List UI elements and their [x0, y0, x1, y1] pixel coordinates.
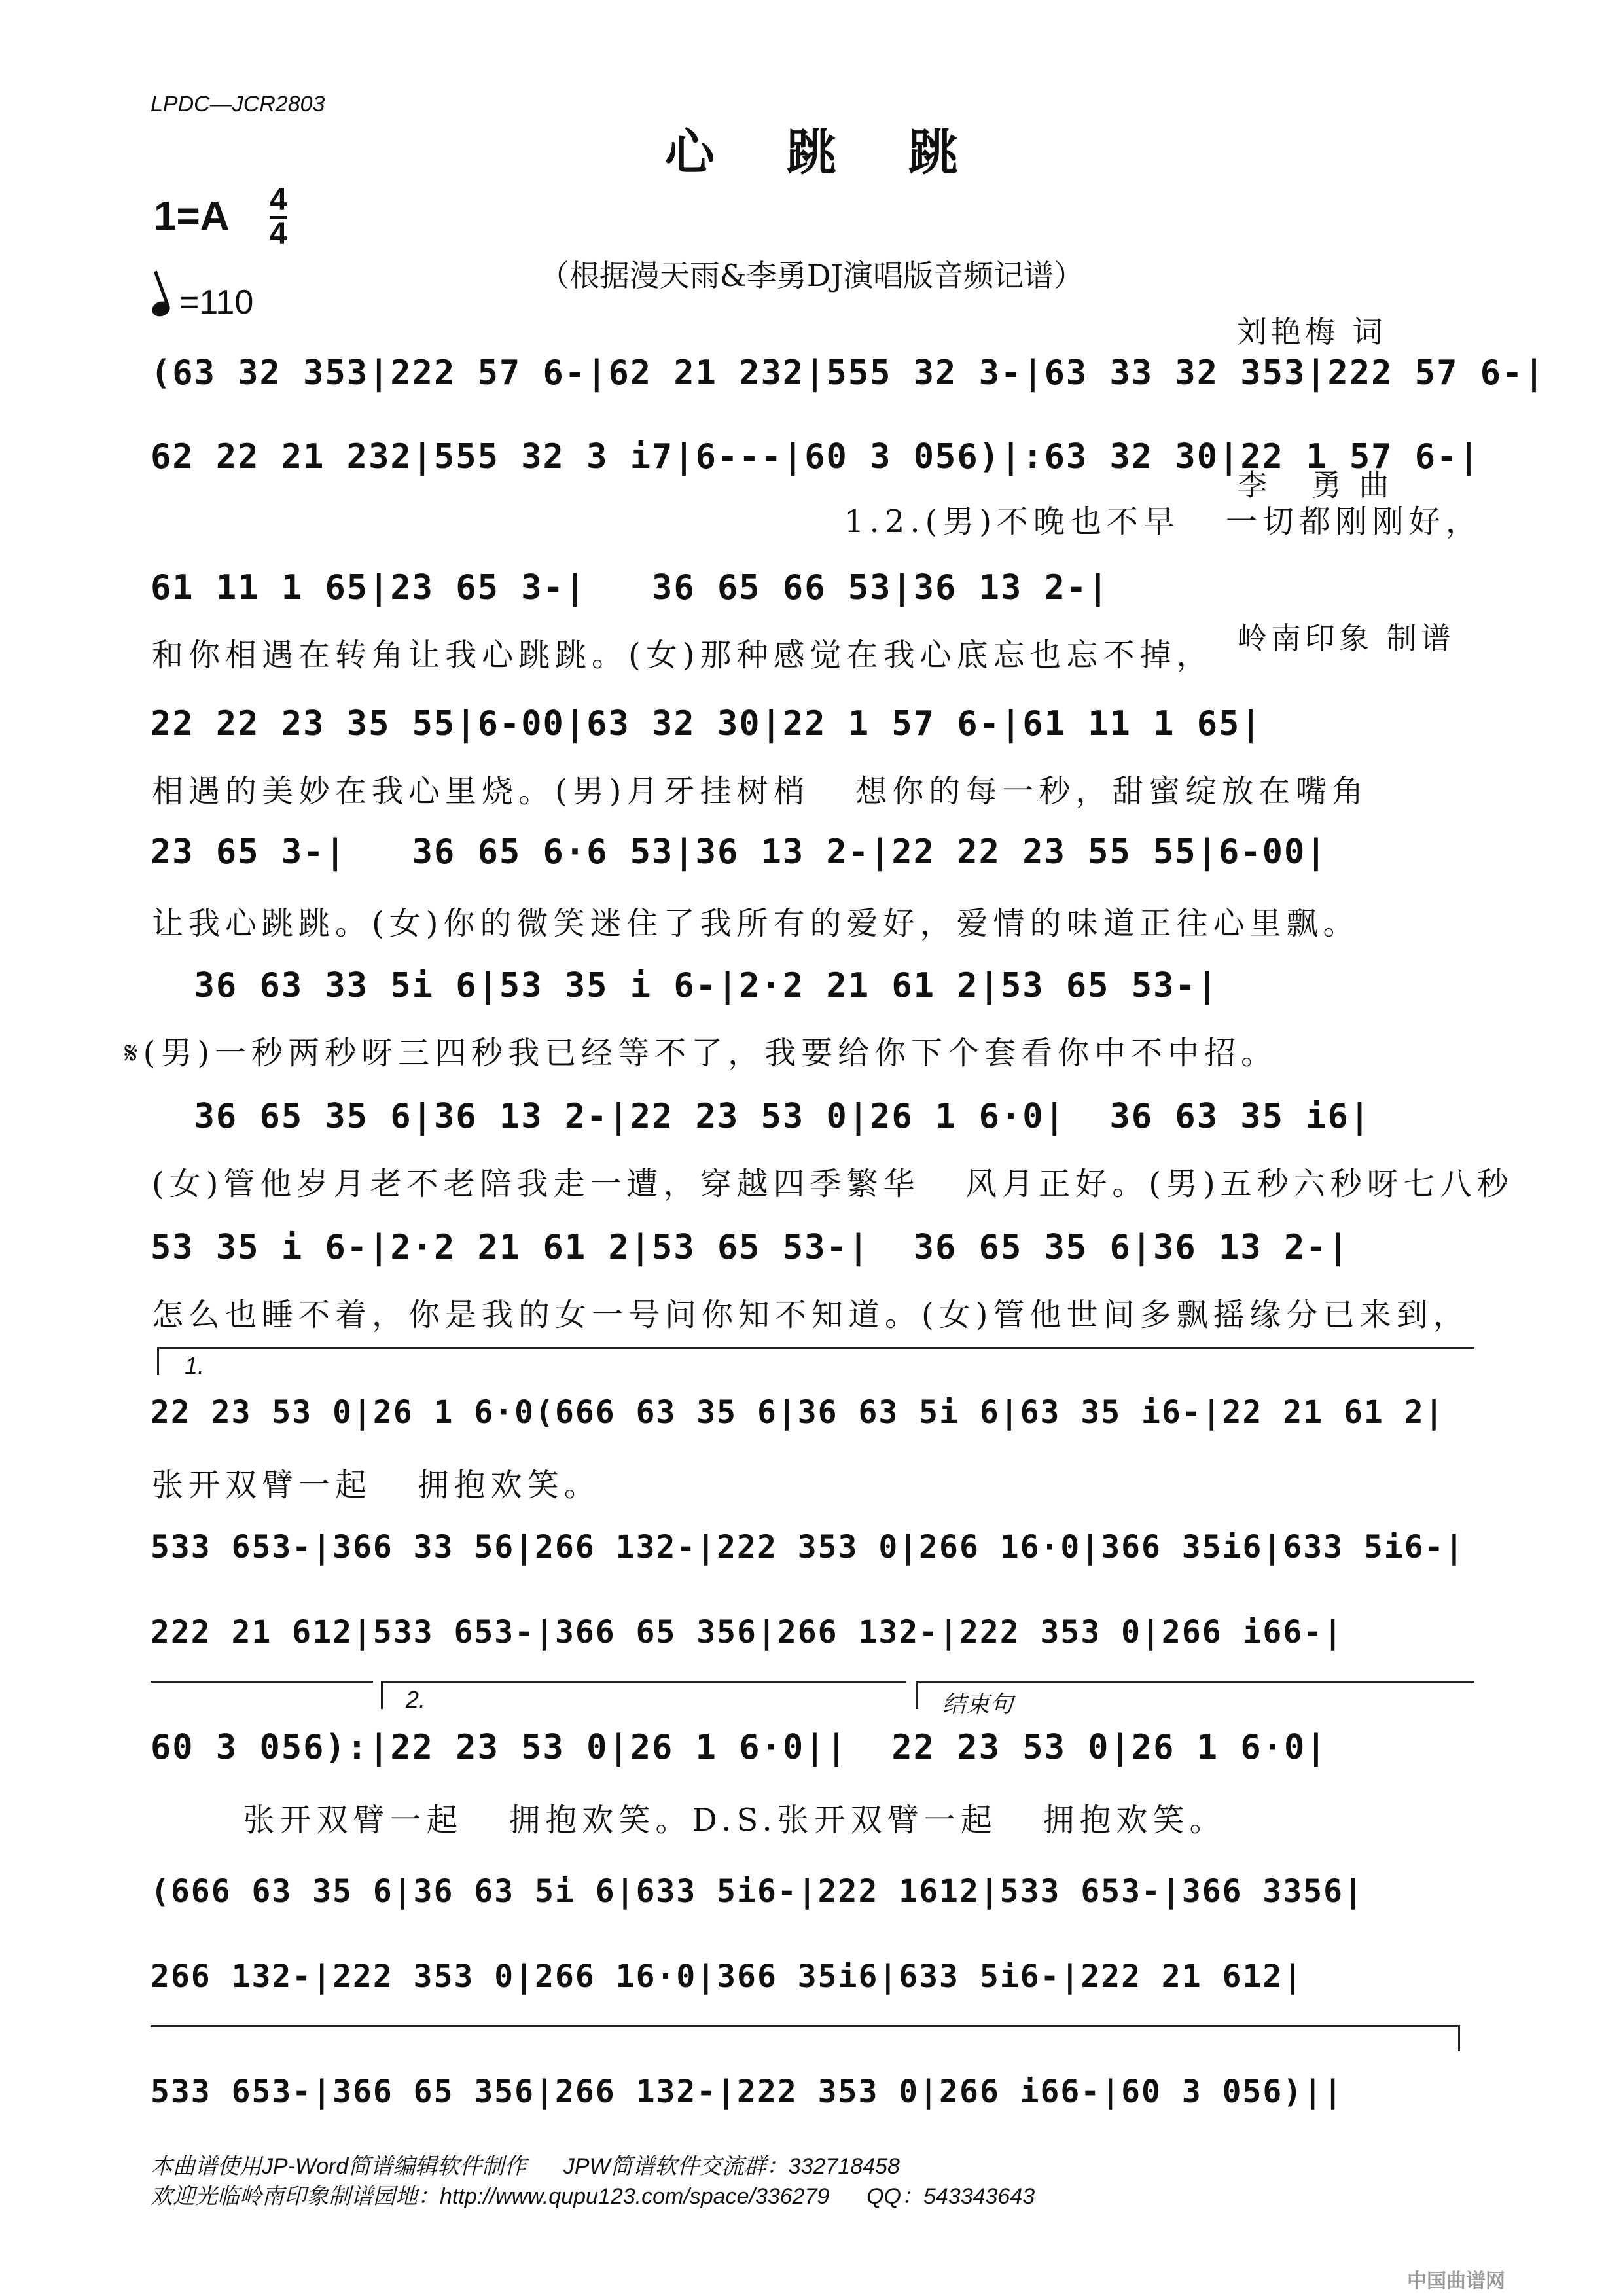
final-bracket — [151, 2025, 1459, 2027]
first-ending-label: 1. — [185, 1352, 205, 1379]
lyric-line-9: 张开双臂一起 拥抱欢笑。 — [152, 1467, 601, 1503]
tempo-value: =110 — [179, 283, 254, 321]
quarter-note-icon — [150, 299, 172, 319]
notation-line-3: 61 11 1 65|23 65 3-| 36 65 66 53|36 13 2-| — [151, 568, 1110, 607]
lyric-line-7: (女)管他岁月老不老陪我走一遭，穿越四季繁华 风月正好。(男)五秒六秒呀七八秒 — [152, 1166, 1514, 1202]
notation-line-12: 60 3 056):|22 23 53 0|26 1 6·0|| 22 23 53 0|26 1 6·0| — [151, 1728, 1328, 1767]
subtitle: （根据漫天雨&李勇DJ演唱版音频记谱） — [539, 258, 1084, 293]
key-signature: 1=A — [154, 194, 230, 239]
notation-line-15: 533 653-|366 65 356|266 132-|222 353 0|266 i66-|60 3 056)|| — [151, 2073, 1344, 2110]
second-ending-label: 2. — [406, 1686, 426, 1713]
score-code: LPDC—JCR2803 — [151, 92, 325, 117]
time-top: 4 — [270, 183, 287, 217]
song-title: 心跳跳 — [665, 123, 1030, 181]
notation-line-6: 36 63 33 5i 6|53 35 i 6-|2·2 21 61 2|53 65 53-| — [151, 966, 1219, 1005]
lyric-line-8: 怎么也睡不着，你是我的女一号问你知不知道。(女)管他世间多飘摇缘分已来到， — [152, 1297, 1470, 1333]
ending-label: 结束句 — [942, 1691, 1014, 1717]
notation-line-1: (63 32 353|222 57 6-|62 21 232|555 32 3-|63 33 32 353|222 57 6-| — [151, 353, 1546, 393]
second-ending-bracket — [381, 1681, 906, 1709]
bracket-continuation — [151, 1681, 373, 1683]
lyric-line-6: 𝄋(男)一秒两秒呀三四秒我已经等不了，我要给你下个套看你中不中招。 — [124, 1035, 1278, 1071]
time-bottom: 4 — [270, 217, 287, 251]
footer-line-2: 欢迎光临岭南印象制谱园地：http://www.qupu123.com/space/336279 QQ：543343643 — [151, 2184, 1035, 2209]
first-ending-bracket — [157, 1347, 1474, 1375]
footer-line-1: 本曲谱使用JP-Word简谱编辑软件制作 JPW简谱软件交流群：332718458 — [151, 2154, 900, 2179]
notation-line-7: 36 65 35 6|36 13 2-|22 23 53 0|26 1 6·0| 36 63 35 i6| — [151, 1097, 1372, 1136]
notation-line-8: 53 35 i 6-|2·2 21 61 2|53 65 53-| 36 65 35 6|36 13 2-| — [151, 1228, 1349, 1267]
lyric-line-4: 相遇的美妙在我心里烧。(男)月牙挂树梢 想你的每一秒，甜蜜绽放在嘴角 — [152, 773, 1369, 810]
lyric-line-12: 张开双臂一起 拥抱欢笑。D.S.张开双臂一起 拥抱欢笑。 — [152, 1802, 1226, 1839]
notation-line-2: 62 22 21 232|555 32 3 i7|6---|60 3 056)|:63 32 30|22 1 57 6-| — [151, 437, 1480, 476]
lyric-line-3: 和你相遇在转角让我心跳跳。(女)那种感觉在我心底忘也忘不掉， — [152, 637, 1213, 673]
lyricist: 刘艳梅 词 — [1237, 314, 1387, 350]
notation-line-4: 22 22 23 35 55|6-00|63 32 30|22 1 57 6-|61 11 1 65| — [151, 704, 1262, 744]
notation-line-14: 266 132-|222 353 0|266 16·0|366 35i6|633 5i6-|222 21 612| — [151, 1958, 1304, 1995]
lyric-line-2: 1.2.(男)不晚也不早 一切都刚刚好， — [844, 503, 1482, 540]
notation-line-10: 533 653-|366 33 56|266 132-|222 353 0|266 16·0|366 35i6|633 5i6-| — [151, 1529, 1465, 1566]
final-bracket-end — [1458, 2025, 1460, 2051]
notation-line-5: 23 65 3-| 36 65 6·6 53|36 13 2-|22 22 23 55 55|6-00| — [151, 833, 1328, 872]
arranger: 岭南印象 制谱 — [1237, 620, 1455, 656]
site-watermark: 中国曲谱网 — [1407, 2270, 1505, 2292]
lyric-line-5: 让我心跳跳。(女)你的微笑迷住了我所有的爱好，爱情的味道正往心里飘。 — [152, 905, 1360, 942]
notation-line-13: (666 63 35 6|36 63 5i 6|633 5i6-|222 1612|533 653-|366 3356| — [151, 1873, 1364, 1910]
notation-line-11: 222 21 612|533 653-|366 65 356|266 132-|222 353 0|266 i66-| — [151, 1614, 1344, 1651]
time-signature — [270, 183, 287, 251]
composer: 李 勇 曲 — [1237, 467, 1393, 503]
notation-line-9: 22 23 53 0|26 1 6·0(666 63 35 6|36 63 5i 6|63 35 i6-|22 21 61 2| — [151, 1394, 1445, 1431]
